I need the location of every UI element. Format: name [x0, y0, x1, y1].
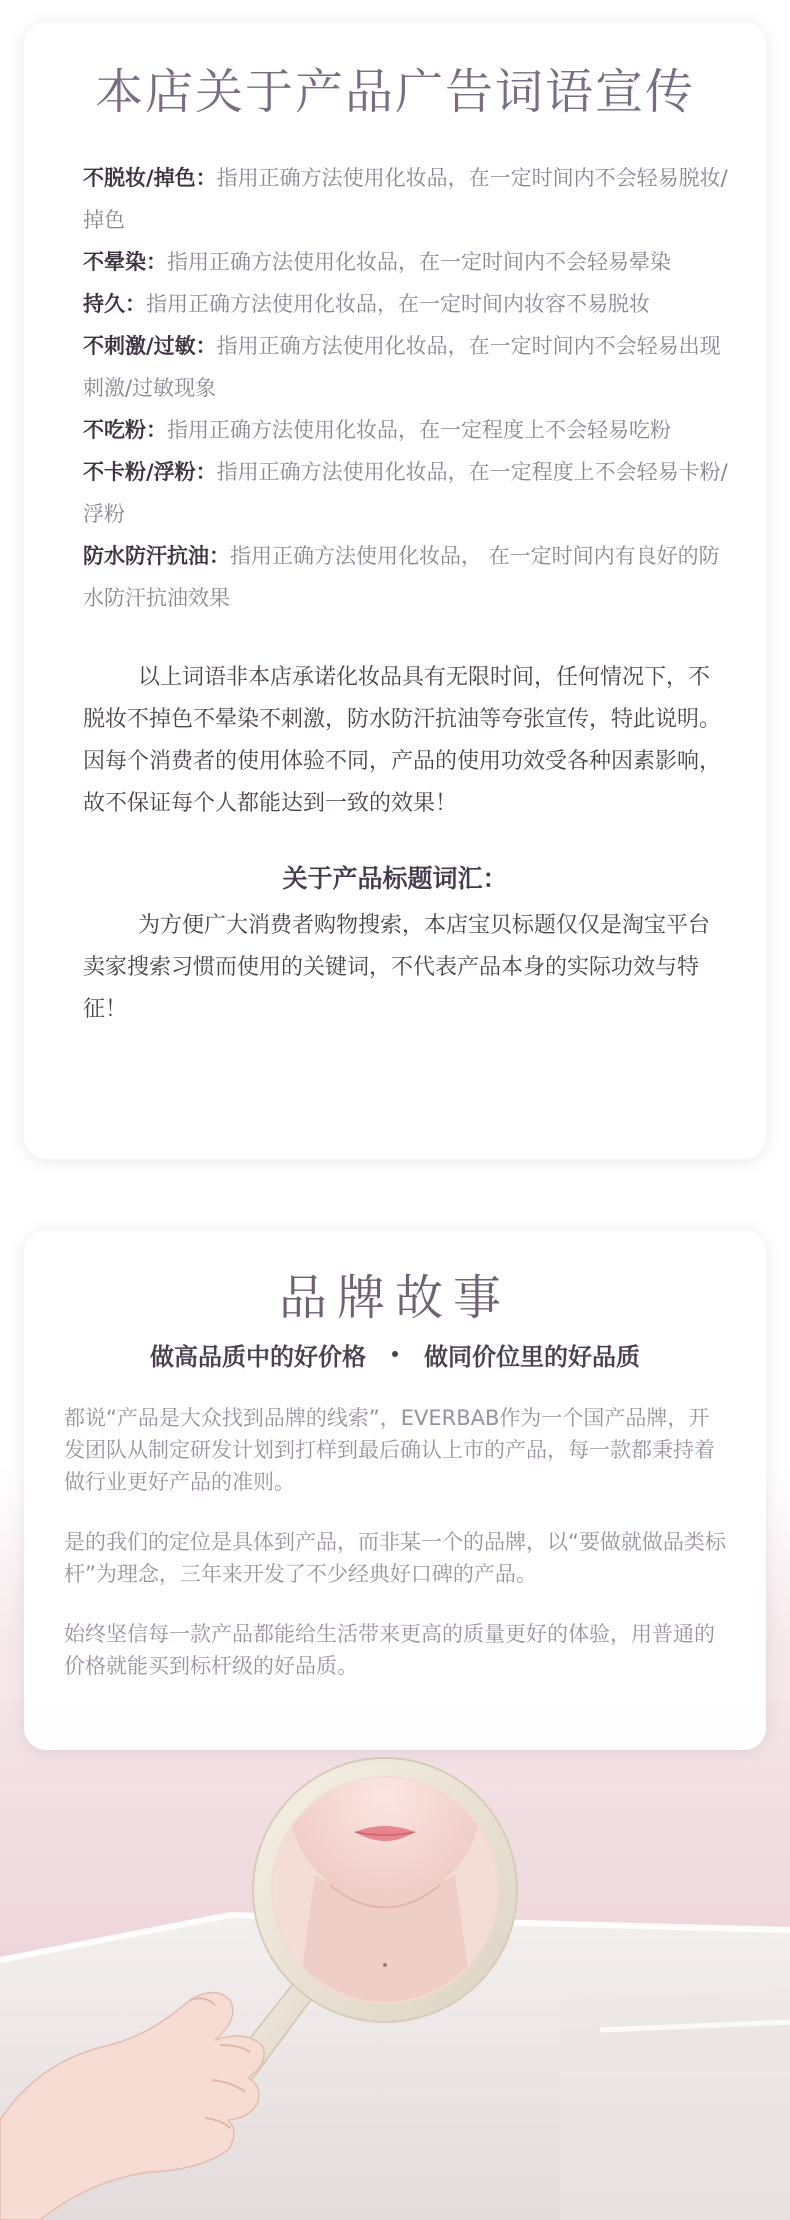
term-desc: 指用正确方法使用化妆品， 在一定时间内有良好的防水防汗抗油效果: [83, 543, 720, 610]
term-desc: 指用正确方法使用化妆品，在一定程度上不会轻易吃粉: [167, 417, 671, 442]
term-name: 不卡粉/浮粉：: [83, 459, 217, 484]
slogan-left: 做高品质中的好价格: [150, 1342, 366, 1371]
mirror-photo: [0, 1700, 790, 2220]
mirror-photo-illustration: [0, 1700, 790, 2220]
slogan-separator-dot: [392, 1351, 398, 1357]
term-name: 不刺激/过敏：: [83, 333, 217, 358]
brand-story-paragraph: 是的我们的定位是具体到产品，而非某一个的品牌，以“要做就做品类标杆”为理念，三年来开发了不少经典好口碑的产品。: [64, 1529, 726, 1586]
term-name: 不晕染：: [83, 249, 167, 274]
term-name: 持久：: [83, 291, 146, 316]
term-item: [83, 535, 730, 619]
term-desc: 指用正确方法使用化妆品，在一定程度上不会轻易卡粉/浮粉: [83, 459, 728, 526]
brand-story-card: [24, 1230, 766, 1750]
term-item: [83, 283, 730, 325]
term-desc: 指用正确方法使用化妆品，在一定时间内不会轻易晕染: [167, 249, 671, 274]
brand-story-paragraph: 始终坚信每一款产品都能给生活带来更高的质量更好的体验，用普通的价格就能买到标杆级的好品质。: [64, 1621, 715, 1678]
term-item: [83, 241, 730, 283]
title-keywords-note: 为方便广大消费者购物搜索，本店宝贝标题仅仅是淘宝平台卖家搜索习惯而使用的关键词，不代表产品本身的实际功效与特征！: [83, 912, 711, 1022]
term-list: [60, 157, 730, 619]
term-item: [83, 325, 730, 409]
term-desc: 指用正确方法使用化妆品，在一定时间内妆容不易脱妆: [146, 291, 650, 316]
term-desc: 指用正确方法使用化妆品，在一定时间内不会轻易出现刺激/过敏现象: [83, 333, 721, 400]
term-desc: 指用正确方法使用化妆品，在一定时间内不会轻易脱妆/掉色: [83, 165, 728, 232]
term-name: 不吃粉：: [83, 417, 167, 442]
brand-story-title: 品牌故事: [278, 1270, 511, 1326]
slogan-right: 做同价位里的好品质: [424, 1342, 640, 1371]
ad-terms-title: 本店关于产品广告词语宣传: [94, 64, 695, 120]
brand-story-paragraph: 都说“产品是大众找到品牌的线索”，EVERBAB作为一个国产品牌，开发团队从制定研发计划到打样到最后确认上市的产品，每一款都秉持着做行业更好产品的准则。: [64, 1405, 715, 1494]
term-item: [83, 409, 730, 451]
term-name: 防水防汗抗油：: [83, 543, 230, 568]
ad-terms-card: [24, 22, 766, 1159]
title-keywords-heading: 关于产品标题词汇：: [282, 863, 508, 893]
term-item: [83, 451, 730, 535]
brand-slogan: [60, 1337, 730, 1372]
term-item: [83, 157, 730, 241]
disclaimer-statement: 以上词语非本店承诺化妆品具有无限时间，任何情况下，不脱妆不掉色不晕染不刺激，防水防汗抗油等夸张宣传，特此说明。因每个消费者的使用体验不同，产品的使用功效受各种因素影响，故不保证每个人都能达到一致的效果！: [83, 664, 722, 816]
term-name: 不脱妆/掉色：: [83, 165, 217, 190]
